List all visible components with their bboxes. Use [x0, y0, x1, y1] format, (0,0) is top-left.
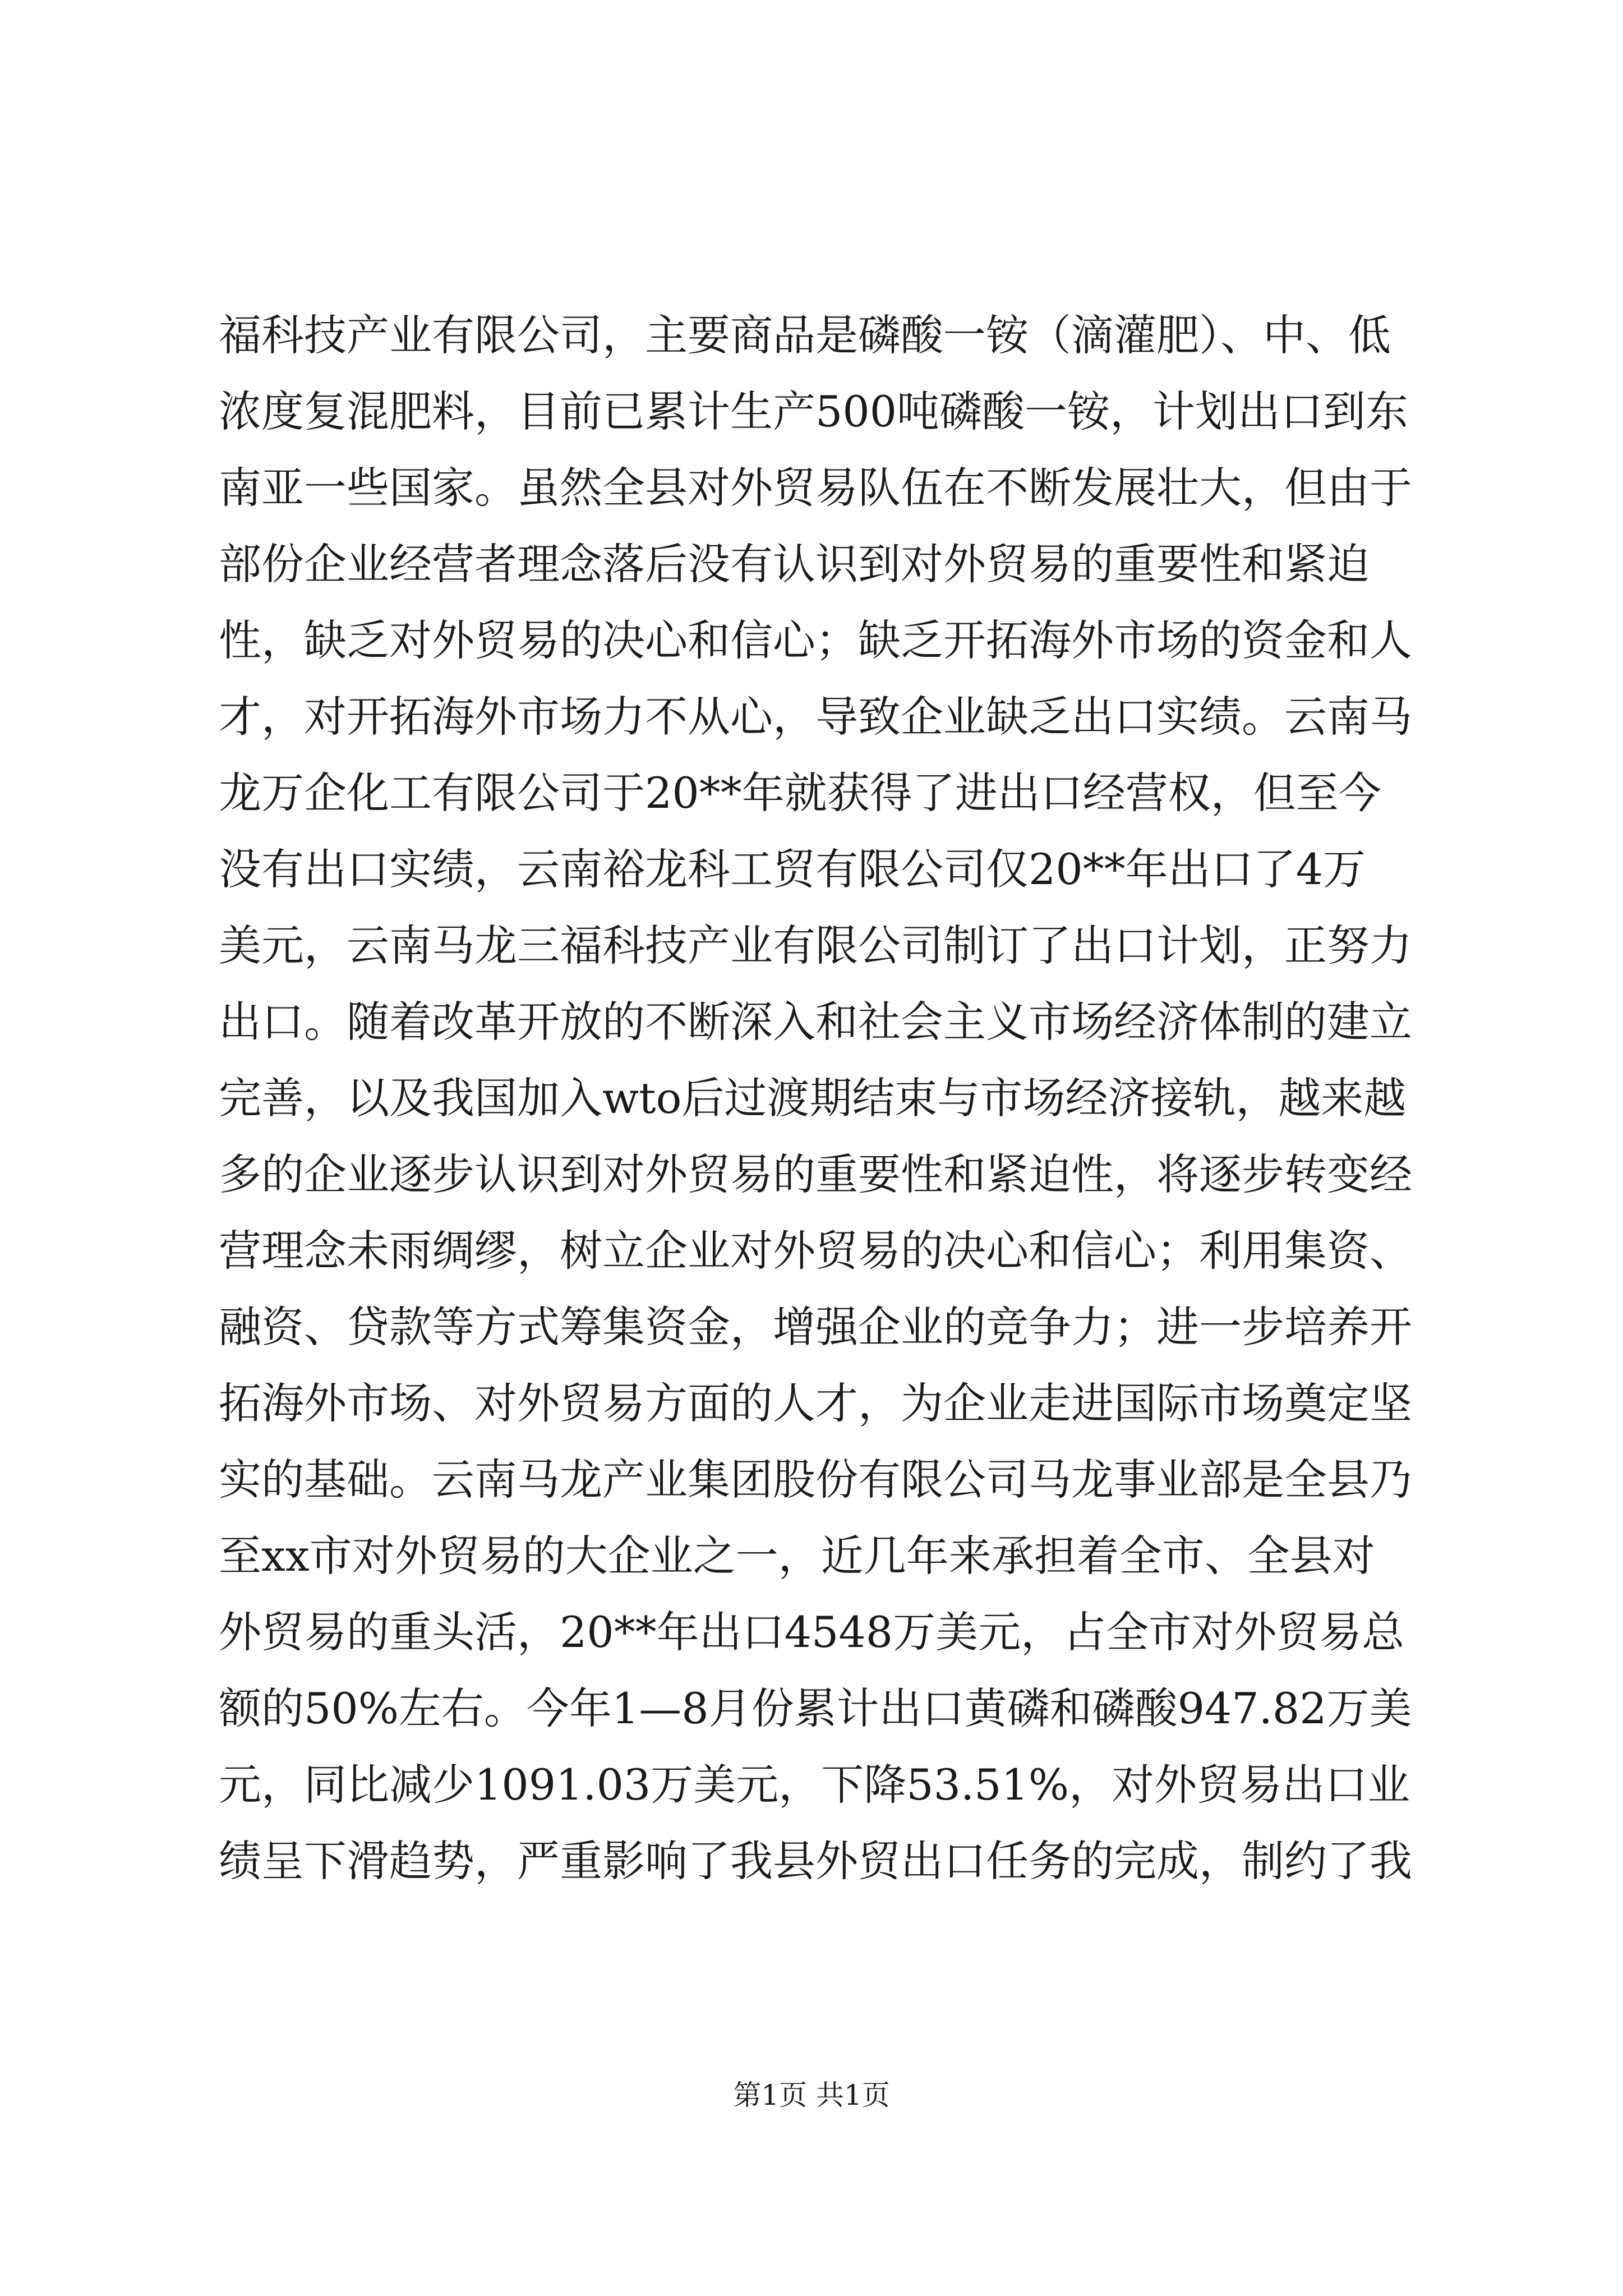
text-line: 龙万企化工有限公司于20**年就获得了进出口经营权，但至今	[219, 768, 1381, 818]
text-line: 多的企业逐步认识到对外贸易的重要性和紧迫性，将逐步转变经	[219, 1149, 1412, 1199]
text-line: 部份企业经营者理念落后没有认识到对外贸易的重要性和紧迫	[219, 539, 1370, 589]
text-line: 实的基础。云南马龙产业集团股份有限公司马龙事业部是全县乃	[219, 1455, 1412, 1504]
text-line: 额的50%左右。今年1—8月份累计出口黄磷和磷酸947.82万美	[219, 1683, 1412, 1733]
text-line: 绩呈下滑趋势，严重影响了我县外贸出口任务的完成，制约了我	[219, 1836, 1412, 1886]
text-line: 完善，以及我国加入wto后过渡期结束与市场经济接轨，越来越	[219, 1073, 1407, 1123]
text-line: 出口。随着改革开放的不断深入和社会主义市场经济体制的建立	[219, 997, 1412, 1047]
text-line: 融资、贷款等方式筹集资金，增强企业的竞争力；进一步培养开	[219, 1302, 1412, 1352]
text-line: 才，对开拓海外市场力不从心，导致企业缺乏出口实绩。云南马	[219, 692, 1412, 742]
body-paragraph	[219, 297, 1412, 1899]
text-line: 浓度复混肥料，目前已累计生产500吨磷酸一铵，计划出口到东	[219, 386, 1409, 436]
text-line: 南亚一些国家。虽然全县对外贸易队伍在不断发展壮大，但由于	[219, 463, 1412, 513]
text-line: 元，同比减少1091.03万美元，下降53.51%，对外贸易出口业	[219, 1760, 1410, 1810]
text-line: 外贸易的重头活，20**年出口4548万美元，占全市对外贸易总	[219, 1607, 1405, 1657]
text-line: 没有出口实绩，云南裕龙科工贸有限公司仅20**年出口了4万	[219, 844, 1366, 894]
text-line: 美元，云南马龙三福科技产业有限公司制订了出口计划，正努力	[219, 921, 1412, 970]
text-line: 营理念未雨绸缪，树立企业对外贸易的决心和信心；利用集资、	[219, 1226, 1412, 1276]
text-line: 性，缺乏对外贸易的决心和信心；缺乏开拓海外市场的资金和人	[219, 615, 1412, 665]
text-line: 福科技产业有限公司，主要商品是磷酸一铵（滴灌肥）、中、低	[219, 310, 1391, 360]
page-number-label: 第1页 共1页	[733, 2079, 890, 2111]
page-footer	[0, 2076, 1623, 2115]
text-line: 至xx市对外贸易的大企业之一，近几年来承担着全市、全县对	[219, 1531, 1375, 1581]
text-line: 拓海外市场、对外贸易方面的人才，为企业走进国际市场奠定坚	[219, 1378, 1412, 1428]
